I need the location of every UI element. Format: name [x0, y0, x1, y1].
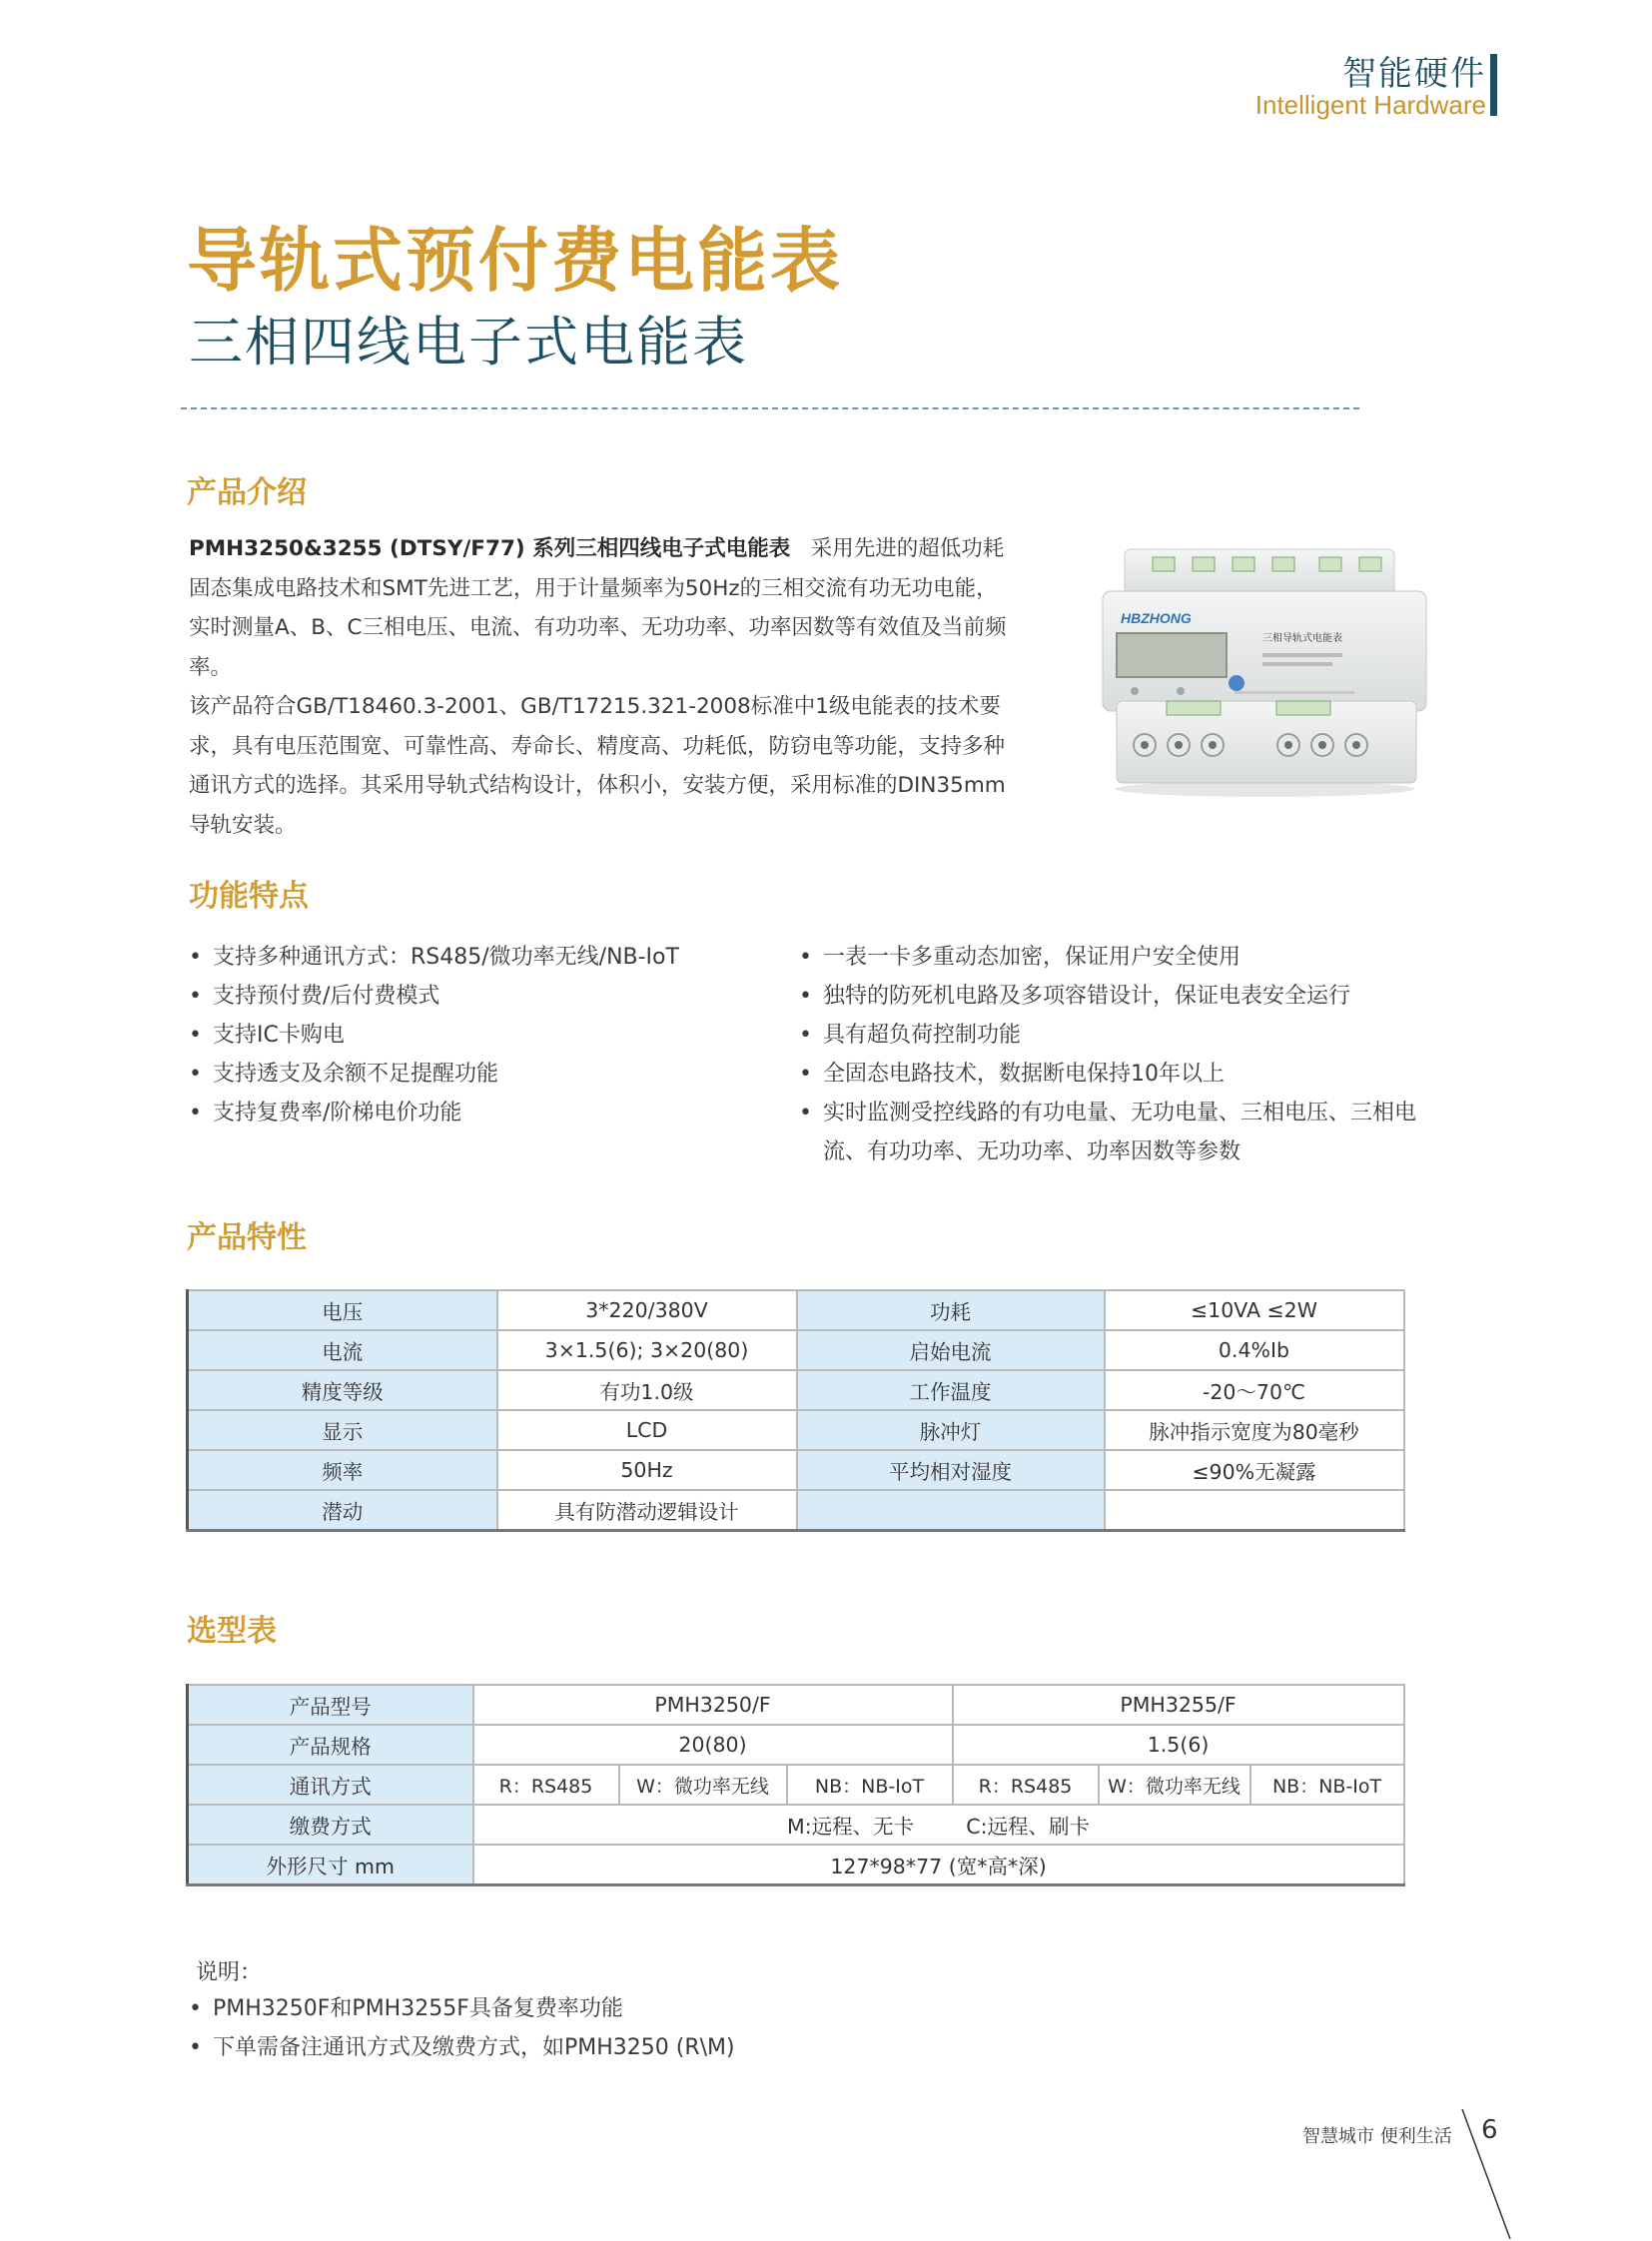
- spec-label: [797, 1490, 1105, 1531]
- spec-value: 有功1.0级: [497, 1370, 797, 1410]
- page-subtitle: 三相四线电子式电能表: [189, 311, 748, 374]
- page-number: 6: [1481, 2115, 1498, 2145]
- intro-paragraph-2: 该产品符合GB/T18460.3-2001、GB/T17215.321-2008标准中1级电能表的技术要求，具有电压范围宽、可靠性高、寿命长、精度高、功耗低，防窃电等功能，支持多种通讯方式的选择。其采用导轨式结构设计，体积小，安装方便，采用标准的DIN35mm导轨安装。: [189, 694, 1006, 838]
- spec-label: 精度等级: [188, 1370, 497, 1410]
- notes-title: 说明：: [196, 1960, 263, 1985]
- comm-option: R：RS485: [473, 1765, 619, 1805]
- specs-heading: 产品特性: [187, 1220, 307, 1255]
- intro-lead: PMH3250&3255 (DTSY/F77) 系列三相四线电子式电能表: [189, 536, 791, 561]
- table-row: [188, 1450, 1404, 1490]
- list-item: • 全固态电路技术，数据断电保持10年以上: [799, 1055, 1458, 1094]
- spec-value: 3×1.5(6); 3×20(80): [497, 1330, 797, 1370]
- spec-value: 0.4%Ib: [1105, 1330, 1404, 1370]
- list-item: • 实时监测受控线路的有功电量、无功电量、三相电压、三相电流、有功功率、无功功率、功率因数等参数: [799, 1094, 1458, 1171]
- spec-label: 脉冲灯: [797, 1410, 1105, 1450]
- notes-list: [189, 1989, 1088, 2067]
- header-category-cn: 智能硬件: [1342, 54, 1486, 94]
- model-b: PMH3255/F: [953, 1685, 1404, 1725]
- list-item: • PMH3250F和PMH3255F具备复费率功能: [189, 1989, 1088, 2028]
- table-row: [188, 1490, 1404, 1531]
- comm-option: NB：NB-IoT: [787, 1765, 953, 1805]
- specs-table: [186, 1289, 1405, 1532]
- footer-slogan: 智慧城市 便利生活: [1302, 2126, 1452, 2147]
- selection-table: [186, 1684, 1405, 1886]
- spec-label: 显示: [188, 1410, 497, 1450]
- spec-value: 具有防潜动逻辑设计: [497, 1490, 797, 1531]
- table-row: [188, 1290, 1404, 1330]
- comm-option: R：RS485: [953, 1765, 1099, 1805]
- spec-value: ≤10VA ≤2W: [1105, 1290, 1404, 1330]
- header-accent-bar: [1490, 54, 1497, 116]
- spec-a: 20(80): [473, 1725, 953, 1765]
- spec-b: 1.5(6): [953, 1725, 1404, 1765]
- intro-paragraph-1: 采用先进的超低功耗固态集成电路技术和SMT先进工艺，用于计量频率为50Hz的三相交流有功无功电能，实时测量A、B、C三相电压、电流、有功功率、无功功率、功率因数等有效值及当前频率。: [189, 536, 1007, 680]
- comm-option: W：微功率无线: [1099, 1765, 1250, 1805]
- comm-option: NB：NB-IoT: [1250, 1765, 1404, 1805]
- list-item: • 支持复费率/阶梯电价功能: [189, 1094, 748, 1132]
- spec-value: 50Hz: [497, 1450, 797, 1490]
- intro-heading: 产品介绍: [187, 475, 307, 510]
- spec-value: ≤90%无凝露: [1105, 1450, 1404, 1490]
- spec-label: 电压: [188, 1290, 497, 1330]
- list-item: • 支持透支及余额不足提醒功能: [189, 1055, 748, 1094]
- page-title: 导轨式预付费电能表: [187, 220, 843, 302]
- model-a: PMH3250/F: [473, 1685, 953, 1725]
- list-item: • 具有超负荷控制功能: [799, 1016, 1458, 1055]
- table-row: [188, 1330, 1404, 1370]
- size-value: 127*98*77 (宽*高*深): [473, 1845, 1404, 1885]
- spec-value: LCD: [497, 1410, 797, 1450]
- features-list-right: [799, 938, 1458, 1171]
- spec-value: -20～70℃: [1105, 1370, 1404, 1410]
- selection-heading: 选型表: [187, 1614, 277, 1649]
- features-heading: 功能特点: [189, 879, 309, 914]
- intro-text: [189, 529, 1008, 845]
- table-row: [188, 1410, 1404, 1450]
- spec-label: 电流: [188, 1330, 497, 1370]
- product-image: [1095, 531, 1434, 801]
- spec-value: 脉冲指示宽度为80毫秒: [1105, 1410, 1404, 1450]
- selection-label: 外形尺寸 mm: [188, 1845, 473, 1885]
- table-row: [188, 1685, 1404, 1725]
- list-item: • 独特的防死机电路及多项容错设计，保证电表安全运行: [799, 977, 1458, 1016]
- spec-label: 启始电流: [797, 1330, 1105, 1370]
- selection-label: 缴费方式: [188, 1805, 473, 1845]
- comm-option: W：微功率无线: [619, 1765, 787, 1805]
- table-row: [188, 1725, 1404, 1765]
- meter-label: 三相导轨式电能表: [1262, 633, 1342, 644]
- spec-label: 潜动: [188, 1490, 497, 1531]
- list-item: • 支持IC卡购电: [189, 1016, 748, 1055]
- pay-value: M:远程、无卡 C:远程、刷卡: [473, 1805, 1404, 1845]
- table-row: [188, 1845, 1404, 1885]
- list-item: • 支持预付费/后付费模式: [189, 977, 748, 1016]
- table-row: [188, 1805, 1404, 1845]
- spec-label: 工作温度: [797, 1370, 1105, 1410]
- selection-label: 通讯方式: [188, 1765, 473, 1805]
- list-item: • 下单需备注通讯方式及缴费方式，如PMH3250 (R\M): [189, 2028, 1088, 2067]
- spec-label: 频率: [188, 1450, 497, 1490]
- spec-value: 3*220/380V: [497, 1290, 797, 1330]
- table-row: [188, 1765, 1404, 1805]
- selection-label: 产品规格: [188, 1725, 473, 1765]
- dashed-divider: [181, 407, 1359, 409]
- table-row: [188, 1370, 1404, 1410]
- spec-label: 功耗: [797, 1290, 1105, 1330]
- selection-label: 产品型号: [188, 1685, 473, 1725]
- meter-brand: HBZHONG: [1121, 610, 1192, 626]
- spec-value: [1105, 1490, 1404, 1531]
- features-list-left: [189, 938, 748, 1132]
- list-item: • 一表一卡多重动态加密，保证用户安全使用: [799, 938, 1458, 977]
- header-category-en: Intelligent Hardware: [1254, 90, 1486, 120]
- spec-label: 平均相对湿度: [797, 1450, 1105, 1490]
- list-item: • 支持多种通讯方式：RS485/微功率无线/NB-IoT: [189, 938, 748, 977]
